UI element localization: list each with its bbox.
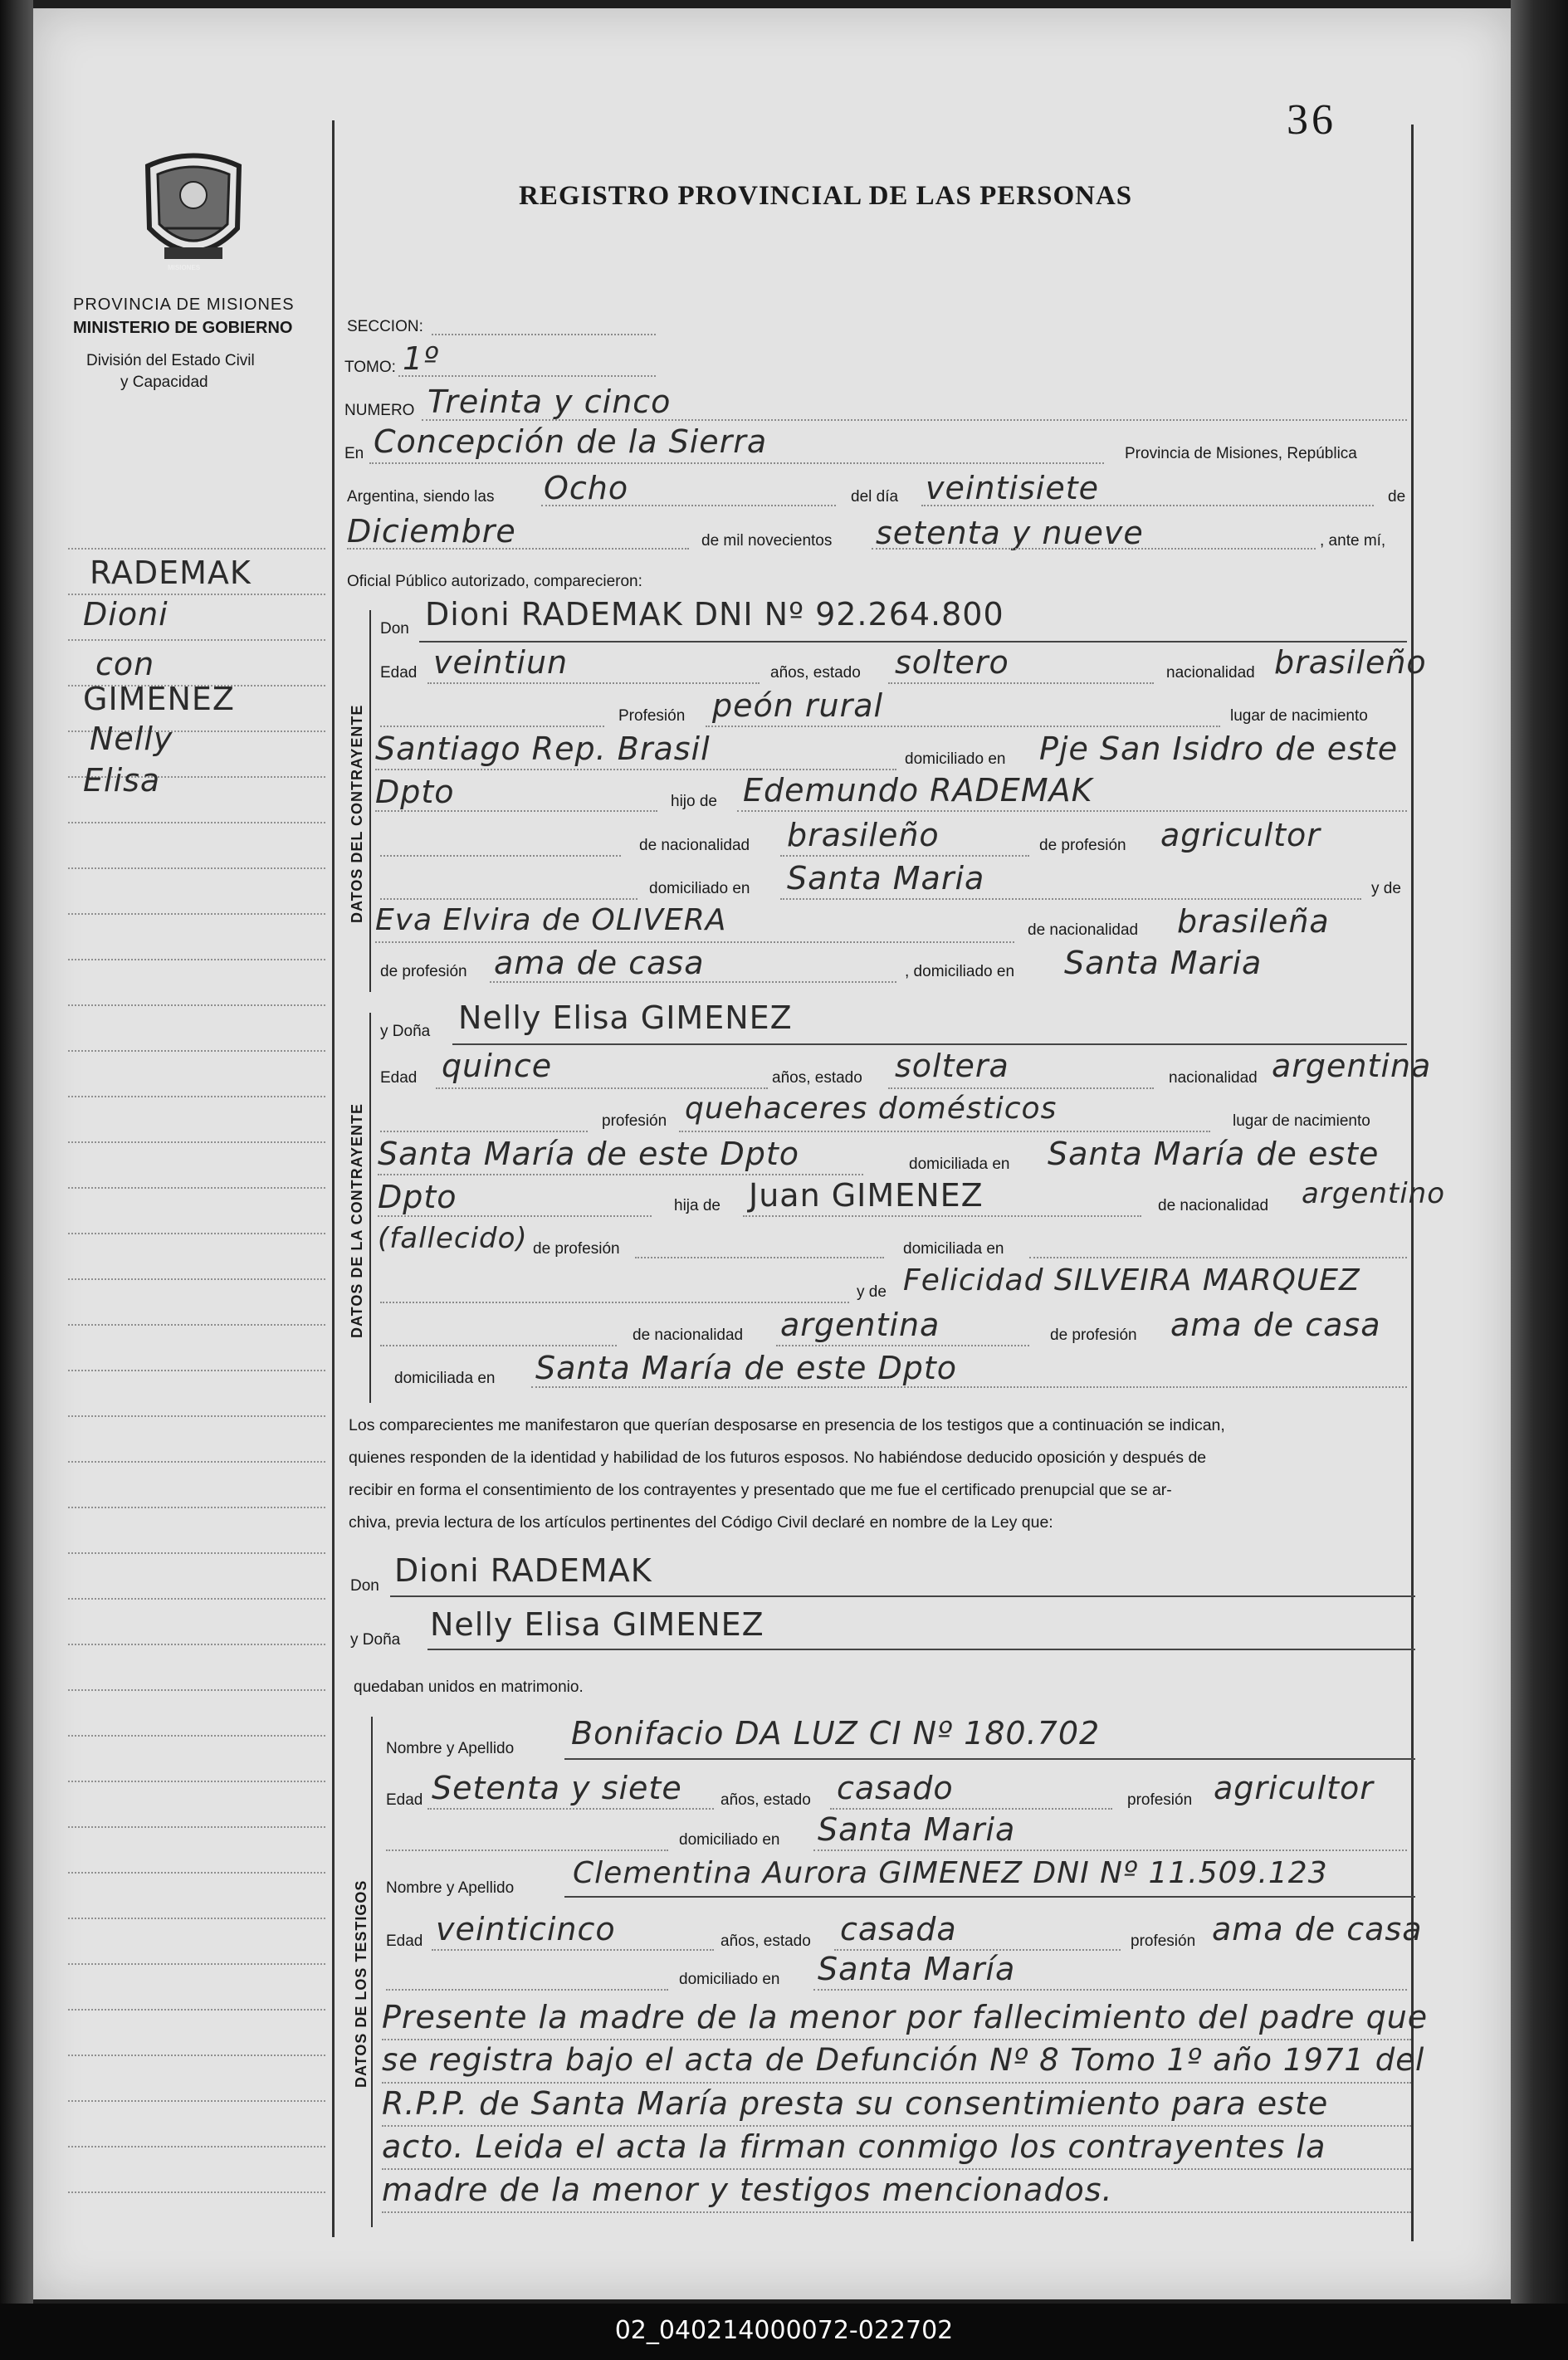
t2-anios-estado-label: años, estado [720, 1932, 811, 1950]
decl-dona-label: y Doña [350, 1631, 401, 1649]
decl-don-label: Don [350, 1577, 379, 1595]
declaracion-line-2: quienes responden de la identidad y habilidad de los futuros esposos. No habiéndose deducido oposición y después de [349, 1449, 1207, 1467]
contrayenta-padre: Juan GIMENEZ [749, 1177, 984, 1214]
mes-value: Diciembre [347, 513, 516, 550]
page-number: 36 [1287, 96, 1336, 144]
contrayente-domicilio: Pje San Isidro de este [1039, 730, 1399, 767]
lugar-nac-label: lugar de nacimiento [1230, 707, 1368, 725]
domiciliado-label: domiciliado en [905, 750, 1006, 768]
margin-note-line-2: Dioni [83, 596, 169, 633]
seccion-label: SECCION: [347, 318, 423, 335]
edad-label: Edad [380, 664, 418, 682]
testigo-2-nombre: Clementina Aurora GIMENEZ DNI Nº 11.509.123 [573, 1856, 1328, 1890]
decl-unidos: quedaban unidos en matrimonio. [354, 1678, 584, 1696]
left-column-divider [332, 120, 335, 2237]
observacion-line-3: R.P.P. de Santa María presta su consentimiento para este [382, 2085, 1329, 2122]
c2-lugar-nac-label: lugar de nacimiento [1233, 1112, 1370, 1130]
de-nacionalidad-label: de nacionalidad [639, 837, 750, 854]
en-value: Concepción de la Sierra [374, 423, 768, 460]
t1-edad-label: Edad [386, 1791, 423, 1809]
seal-caption: MISIONES [168, 264, 201, 271]
numero-label: NUMERO [344, 402, 415, 419]
scan-filename: 02_040214000072-022702 [614, 2316, 954, 2345]
province-label: PROVINCIA DE MISIONES [73, 296, 295, 314]
t1-profesion-label: profesión [1127, 1791, 1193, 1809]
t2-profesion-label: profesión [1131, 1932, 1196, 1950]
contrayente-padre-nac: brasileño [787, 817, 940, 853]
nacionalidad-label: nacionalidad [1166, 664, 1255, 682]
declaracion-line-3: recibir en forma el consentimiento de los contrayentes y presentado que me fue el certificado prenupcial que se ar- [349, 1481, 1172, 1499]
c2-nacionalidad-label: nacionalidad [1169, 1069, 1258, 1087]
contrayente-nombre: Dioni RADEMAK DNI Nº 92.264.800 [425, 596, 1004, 633]
en-label: En [344, 445, 364, 462]
c2-profesion-label: profesión [602, 1112, 667, 1130]
domiciliado-en-label: domiciliado en [649, 880, 750, 897]
contrayente-madre: Eva Elvira de OLIVERA [375, 903, 727, 937]
de-profesion-label: de profesión [1039, 837, 1126, 854]
register-title: REGISTRO PROVINCIAL DE LAS PERSONAS [519, 181, 1133, 211]
contrayenta-estado: soltera [895, 1048, 1009, 1084]
anio-value: setenta y nueve [876, 515, 1144, 551]
contrayente-lugar-nac: Santiago Rep. Brasil [375, 730, 711, 767]
testigo-1-domicilio: Santa Maria [818, 1811, 1016, 1848]
c2-de-nacionalidad-label: de nacionalidad [1158, 1197, 1269, 1214]
contrayente-domicilio-2: Dpto [375, 774, 455, 810]
contrayenta-madre: Felicidad SILVEIRA MARQUEZ [903, 1263, 1360, 1297]
ante-mi-label: , ante mí, [1320, 532, 1386, 550]
margin-note-line-6: Elisa [83, 762, 161, 799]
de-label: de [1388, 488, 1406, 506]
book-spine [0, 0, 33, 2360]
c2-madre-prof-label: de profesión [1050, 1327, 1137, 1344]
margin-note-line-4: GIMENEZ [83, 681, 235, 717]
contrayenta-section-label: DATOS DE LA CONTRAYENTE [349, 1102, 365, 1338]
testigo-1-nombre: Bonifacio DA LUZ CI Nº 180.702 [571, 1715, 1101, 1752]
hijo-de-label: hijo de [671, 793, 717, 810]
t2-nombre-label: Nombre y Apellido [386, 1879, 515, 1897]
y-de-label: y de [1371, 880, 1401, 897]
contrayenta-lugar-nac: Santa María de este Dpto [378, 1136, 800, 1172]
observacion-line-2: se registra bajo el acta de Defunción Nº 8 Tomo 1º año 1971 del [382, 2042, 1425, 2078]
madre-dom-label: , domiciliado en [905, 963, 1015, 980]
testigo-1-edad: Setenta y siete [432, 1770, 682, 1806]
t1-anios-estado-label: años, estado [720, 1791, 811, 1809]
testigo-2-estado: casada [840, 1911, 957, 1947]
margin-note-line-1: RADEMAK [90, 555, 252, 591]
madre-prof-label: de profesión [380, 963, 467, 980]
profesion-label: Profesión [618, 707, 686, 725]
domiciliada-label: domiciliada en [909, 1156, 1010, 1173]
provincia-text: Provincia de Misiones, República [1125, 445, 1357, 462]
oficial-text: Oficial Público autorizado, comparecieron: [347, 573, 642, 590]
division-label-1: División del Estado Civil [86, 352, 255, 369]
testigo-2-edad: veinticinco [436, 1911, 616, 1947]
contrayente-madre-nac: brasileña [1177, 903, 1330, 940]
testigos-section-label: DATOS DE LOS TESTIGOS [353, 1879, 369, 2088]
book-edge [1511, 0, 1568, 2360]
contrayenta-nombre: Nelly Elisa GIMENEZ [458, 999, 793, 1036]
testigo-2-domicilio: Santa María [818, 1951, 1016, 1987]
observacion-line-5: madre de la menor y testigos mencionados. [382, 2172, 1113, 2208]
contrayente-padre: Edemundo RADEMAK [743, 772, 1093, 809]
hora-value: Ocho [544, 470, 629, 506]
dona-label: y Doña [380, 1023, 431, 1040]
observacion-line-4: acto. Leida el acta la firman conmigo los contrayentes la [382, 2128, 1326, 2165]
c2-y-de-label: y de [857, 1283, 887, 1301]
c2-edad-label: Edad [380, 1069, 418, 1087]
contrayente-profesion: peón rural [712, 687, 884, 724]
contrayente-madre-prof: ama de casa [494, 945, 705, 981]
don-label: Don [380, 620, 409, 638]
contrayente-estado: soltero [895, 644, 1009, 681]
contrayenta-madre-nac: argentina [780, 1307, 940, 1343]
t1-domiciliado-label: domiciliado en [679, 1831, 780, 1849]
c2-domiciliada-en-label: domiciliada en [903, 1240, 1004, 1258]
argentina-text: Argentina, siendo las [347, 488, 495, 506]
contrayente-padre-dom: Santa Maria [787, 860, 985, 897]
margin-note-line-3: con [95, 646, 155, 682]
contrayenta-madre-prof: ama de casa [1170, 1307, 1381, 1343]
del-dia-label: del día [851, 488, 899, 506]
t2-edad-label: Edad [386, 1932, 423, 1950]
c2-de-profesion-label: de profesión [533, 1240, 620, 1258]
tomo-value: 1º [403, 340, 440, 377]
contrayenta-profesion: quehaceres domésticos [685, 1092, 1058, 1126]
c2-madre-dom-label: domiciliada en [394, 1370, 496, 1387]
testigo-1-estado: casado [837, 1770, 954, 1806]
decl-dona-value: Nelly Elisa GIMENEZ [430, 1606, 764, 1643]
t2-domiciliado-label: domiciliado en [679, 1971, 780, 1988]
declaracion-line-4: chiva, previa lectura de los artículos pertinentes del Código Civil declaré en nombre de la Ley que: [349, 1513, 1053, 1532]
contrayenta-padre-nac: argentino [1302, 1177, 1445, 1210]
contrayente-madre-dom: Santa Maria [1064, 945, 1263, 981]
division-label-2: y Capacidad [120, 374, 208, 391]
contrayenta-domicilio: Santa María de este [1048, 1136, 1380, 1172]
province-seal-icon [139, 149, 247, 274]
observacion-line-1: Presente la madre de la menor por fallecimiento del padre que [382, 1999, 1429, 2035]
declaracion-line-1: Los comparecientes me manifestaron que querían desposarse en presencia de los testigos que a continuación se indican, [349, 1416, 1225, 1434]
ministry-label: MINISTERIO DE GOBIERNO [73, 319, 293, 337]
testigo-2-profesion: ama de casa [1212, 1911, 1423, 1947]
numero-value: Treinta y cinco [427, 384, 672, 420]
decl-don-value: Dioni RADEMAK [394, 1552, 652, 1589]
contrayenta-nacionalidad: argentina [1272, 1048, 1432, 1084]
contrayente-section-label: DATOS DEL CONTRAYENTE [349, 704, 365, 923]
contrayente-edad: veintiun [433, 644, 569, 681]
contrayente-padre-prof: agricultor [1160, 817, 1321, 853]
c2-anios-estado-label: años, estado [772, 1069, 862, 1087]
t1-nombre-label: Nombre y Apellido [386, 1740, 515, 1757]
anios-estado-label: años, estado [770, 664, 861, 682]
testigo-1-profesion: agricultor [1214, 1770, 1374, 1806]
de-mil-label: de mil novecientos [701, 532, 833, 550]
contrayenta-edad: quince [442, 1048, 553, 1084]
tomo-label: TOMO: [344, 359, 396, 376]
dia-value: veintisiete [926, 470, 1099, 506]
hija-de-label: hija de [674, 1197, 720, 1214]
c2-madre-nac-label: de nacionalidad [633, 1327, 744, 1344]
contrayenta-domicilio-2: Dpto [378, 1179, 457, 1215]
contrayente-nacionalidad: brasileño [1274, 644, 1427, 681]
margin-note-line-5: Nelly [90, 721, 173, 757]
madre-nac-label: de nacionalidad [1028, 921, 1139, 939]
contrayenta-madre-dom: Santa María de este Dpto [535, 1350, 958, 1386]
contrayenta-padre-estado: (fallecido) [378, 1222, 528, 1255]
